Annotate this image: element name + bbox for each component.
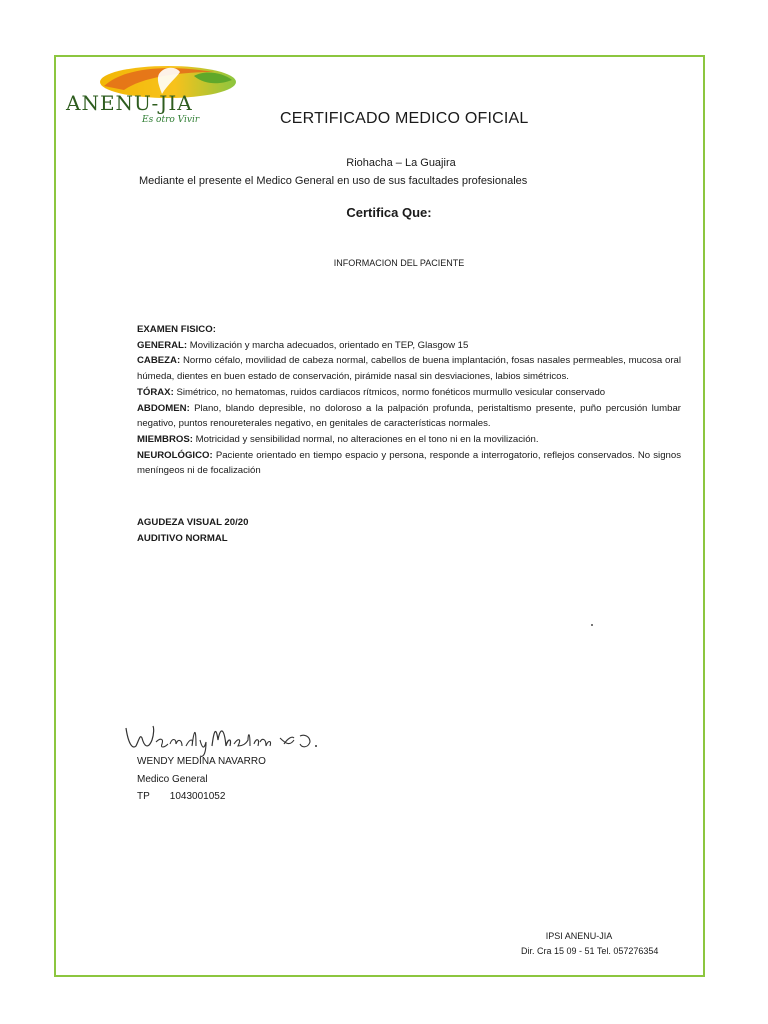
extra-findings — [137, 515, 248, 546]
intro-line: Mediante el presente el Medico General en uso de sus facultades profesionales — [139, 175, 528, 187]
signer-tp — [137, 788, 266, 806]
footer-address: Dir. Cra 15 09 - 51 Tel. 057276354 — [521, 946, 659, 956]
exam-label: CABEZA: — [137, 355, 181, 367]
exam-text: Motricidad y sensibilidad normal, no alteraciones en el tono ni en la movilización. — [192, 433, 539, 445]
patient-info-heading: INFORMACION DEL PACIENTE — [333, 258, 465, 268]
auditivo: AUDITIVO NORMAL — [137, 532, 228, 544]
exam-item-abdomen — [137, 401, 681, 432]
exam-text: Normo céfalo, movilidad de cabeza normal, cabellos de buena implantación, fosas nasales permeables, mucosa oral húmeda, dientes en buen estado de conservación, pirámide nasal sin desviaciones, labios simétricos. — [137, 355, 681, 383]
exam-label: GENERAL: — [137, 339, 188, 351]
exam-item-general — [137, 338, 681, 354]
exam-item-cabeza — [137, 353, 681, 384]
physical-exam-section — [137, 322, 681, 479]
anenu-jia-logo — [64, 62, 264, 124]
exam-text: Movilización y marcha adecuados, orientado en TEP, Glasgow 15 — [187, 339, 469, 351]
exam-text: Paciente orientado en tiempo espacio y persona, responde a interrogatorio, reflejos conservados. No signos meníngeos ni de focalización — [137, 449, 681, 477]
svg-text:ANENU-JIA: ANENU-JIA — [66, 91, 193, 115]
city-line: Riohacha – La Guajira — [346, 157, 456, 169]
exam-label: MIEMBROS: — [137, 433, 193, 445]
agudeza-visual: AGUDEZA VISUAL 20/20 — [137, 517, 249, 528]
certifica-heading: Certifica Que: — [346, 205, 432, 220]
signer-role: Medico General — [137, 773, 208, 785]
svg-text:Es otro Vivir: Es otro Vivir — [142, 115, 200, 124]
exam-item-neurologico — [137, 448, 681, 479]
exam-heading: EXAMEN FISICO: — [137, 324, 216, 335]
certificate-title: CERTIFICADO MEDICO OFICIAL — [280, 110, 529, 127]
exam-label: ABDOMEN: — [137, 402, 190, 414]
tp-label: TP — [137, 791, 150, 802]
exam-item-torax — [137, 385, 681, 401]
stray-dot — [591, 624, 593, 626]
footer-ipsi: IPSI ANENU-JIA — [545, 931, 613, 941]
signer-name: WENDY MEDINA NAVARRO — [137, 756, 266, 767]
tp-number: 1043001052 — [169, 791, 226, 802]
exam-label: NEUROLÓGICO: — [137, 449, 213, 461]
exam-text: Plano, blando depresible, no doloroso a la palpación profunda, peristaltismo presente, puño percusión lumbar negativo, puntos renoureterales negativo, en genitales de características normales. — [137, 402, 681, 430]
exam-text: Simétrico, no hematomas, ruidos cardiacos rítmicos, normo fonéticos murmullo vesicular conservado — [173, 386, 606, 398]
signer-block — [137, 753, 266, 806]
exam-label: TÓRAX: — [137, 386, 174, 398]
exam-item-miembros — [137, 432, 681, 448]
